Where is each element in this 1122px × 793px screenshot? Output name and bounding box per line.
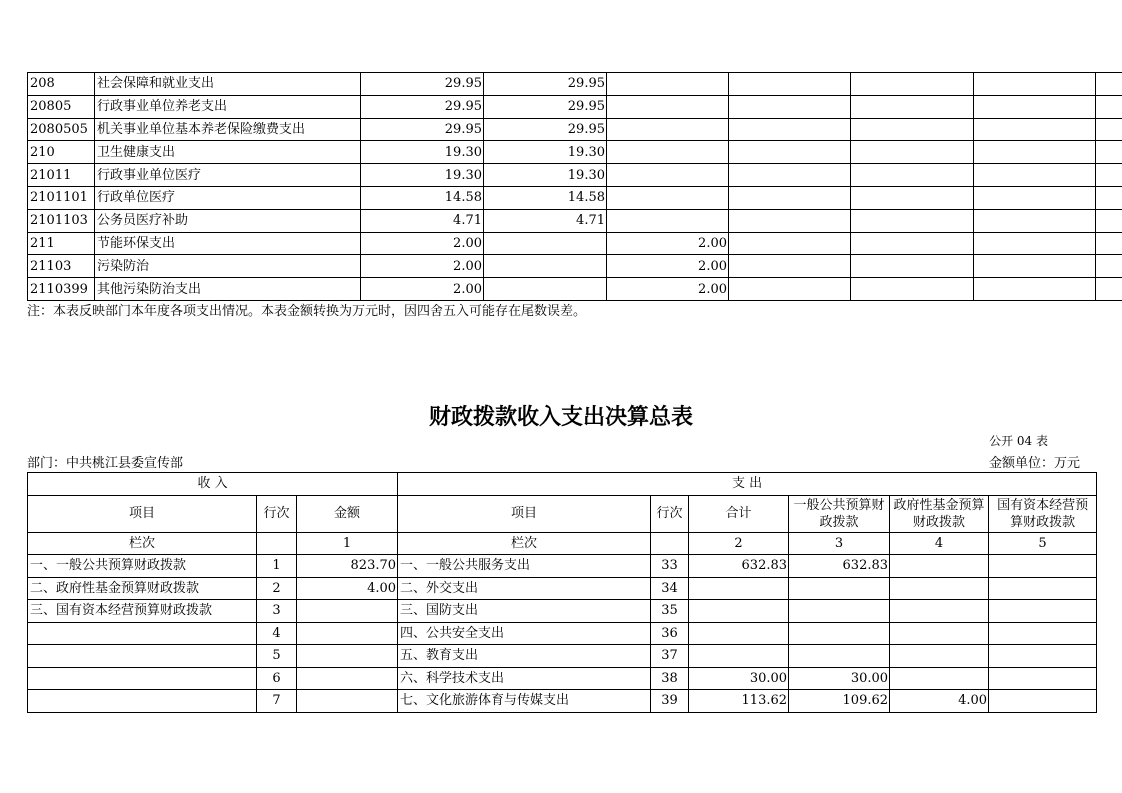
col-index-amount: 1 [297, 532, 398, 555]
row-empty [974, 95, 1096, 118]
income-item [28, 667, 257, 690]
income-amount [297, 622, 398, 645]
summary-row [28, 645, 1097, 668]
row-empty [1096, 95, 1122, 118]
income-amount: 823.70 [297, 555, 398, 578]
expense-general: 109.62 [789, 690, 890, 713]
income-item [28, 645, 257, 668]
header-row-no: 行次 [257, 495, 297, 532]
row-total: 2.00 [361, 278, 484, 301]
expense-total [689, 645, 789, 668]
income-header: 收 入 [28, 473, 398, 496]
col-index-state-capital: 5 [989, 532, 1097, 555]
expense-item: 五、教育支出 [398, 645, 651, 668]
row-code: 210 [28, 141, 95, 164]
row-empty [851, 73, 974, 96]
income-amount [297, 667, 398, 690]
row-name: 污染防治 [95, 255, 361, 278]
row-code: 208 [28, 73, 95, 96]
expense-total [689, 577, 789, 600]
expense-total [689, 600, 789, 623]
table-row [28, 164, 1122, 187]
row-project [607, 95, 729, 118]
row-empty [729, 255, 851, 278]
expense-item: 四、公共安全支出 [398, 622, 651, 645]
row-project [607, 164, 729, 187]
expense-fund [890, 600, 989, 623]
row-empty [1096, 141, 1122, 164]
expense-row-no: 35 [651, 600, 689, 623]
expense-item: 六、科学技术支出 [398, 667, 651, 690]
row-total: 19.30 [361, 164, 484, 187]
row-name: 行政事业单位医疗 [95, 164, 361, 187]
row-total: 4.71 [361, 209, 484, 232]
row-basic: 19.30 [484, 164, 607, 187]
row-empty [974, 255, 1096, 278]
row-empty [974, 186, 1096, 209]
income-row-no: 3 [257, 600, 297, 623]
expense-state-capital [989, 577, 1097, 600]
row-code: 2110399 [28, 278, 95, 301]
col-index-label: 栏次 [28, 532, 257, 555]
row-code: 2101103 [28, 209, 95, 232]
row-project: 2.00 [607, 232, 729, 255]
expense-row-no: 36 [651, 622, 689, 645]
income-row-no: 2 [257, 577, 297, 600]
expense-row-no: 39 [651, 690, 689, 713]
row-code: 21011 [28, 164, 95, 187]
row-empty [1096, 118, 1122, 141]
summary-row [28, 600, 1097, 623]
summary-row [28, 577, 1097, 600]
amount-unit-label: 金额单位：万元 [988, 456, 1080, 471]
row-total: 2.00 [361, 232, 484, 255]
table-row [28, 278, 1122, 301]
row-code: 211 [28, 232, 95, 255]
row-empty [1096, 186, 1122, 209]
page-title: 财政拨款收入支出决算总表 [428, 404, 693, 430]
expense-general [789, 645, 890, 668]
income-item [28, 622, 257, 645]
row-total: 29.95 [361, 73, 484, 96]
row-empty [729, 95, 851, 118]
row-empty [729, 164, 851, 187]
summary-row [28, 690, 1097, 713]
row-empty [851, 209, 974, 232]
row-empty [974, 209, 1096, 232]
summary-row [28, 622, 1097, 645]
form-code: 公开 04 表 [989, 434, 1048, 448]
expense-item: 三、国防支出 [398, 600, 651, 623]
row-project: 2.00 [607, 278, 729, 301]
income-row-no: 7 [257, 690, 297, 713]
row-code: 2101101 [28, 186, 95, 209]
income-item [28, 690, 257, 713]
row-empty [729, 209, 851, 232]
table-note: 注：本表反映部门本年度各项支出情况。本表金额转换为万元时，因四舍五入可能存在尾数误差。 [27, 304, 587, 319]
header-row-no-expense: 行次 [651, 495, 689, 532]
row-project [607, 209, 729, 232]
expense-state-capital [989, 600, 1097, 623]
row-name: 社会保障和就业支出 [95, 73, 361, 96]
expense-header: 支 出 [398, 473, 1097, 496]
col-index-empty [257, 532, 297, 555]
summary-table [27, 472, 1097, 713]
row-total: 19.30 [361, 141, 484, 164]
expense-fund [890, 645, 989, 668]
table-row [28, 95, 1122, 118]
row-name: 行政单位医疗 [95, 186, 361, 209]
row-basic: 29.95 [484, 95, 607, 118]
expense-fund [890, 667, 989, 690]
expense-fund: 4.00 [890, 690, 989, 713]
expense-fund [890, 622, 989, 645]
row-project [607, 141, 729, 164]
income-amount: 4.00 [297, 577, 398, 600]
table-row [28, 209, 1122, 232]
table-row [28, 186, 1122, 209]
table-row [28, 232, 1122, 255]
expense-total [689, 622, 789, 645]
row-empty [851, 186, 974, 209]
expense-fund [890, 555, 989, 578]
income-amount [297, 600, 398, 623]
row-empty [1096, 278, 1122, 301]
col-index-fund: 4 [890, 532, 989, 555]
expense-item: 二、外交支出 [398, 577, 651, 600]
expense-general [789, 577, 890, 600]
summary-row [28, 667, 1097, 690]
row-name: 卫生健康支出 [95, 141, 361, 164]
table-row [28, 73, 1122, 96]
col-index-total: 2 [689, 532, 789, 555]
table-row [28, 255, 1122, 278]
row-empty [851, 95, 974, 118]
row-empty [1096, 255, 1122, 278]
expense-state-capital [989, 645, 1097, 668]
row-basic: 19.30 [484, 141, 607, 164]
header-item: 项目 [28, 495, 257, 532]
row-empty [1096, 209, 1122, 232]
header-total: 合计 [689, 495, 789, 532]
income-row-no: 6 [257, 667, 297, 690]
table-row [28, 141, 1122, 164]
row-project [607, 186, 729, 209]
col-index-label-expense: 栏次 [398, 532, 651, 555]
row-empty [851, 118, 974, 141]
row-empty [974, 141, 1096, 164]
row-empty [729, 278, 851, 301]
row-empty [729, 232, 851, 255]
expense-general: 632.83 [789, 555, 890, 578]
expense-state-capital [989, 667, 1097, 690]
row-basic [484, 255, 607, 278]
header-item-expense: 项目 [398, 495, 651, 532]
row-empty [851, 164, 974, 187]
income-row-no: 5 [257, 645, 297, 668]
row-empty [1096, 164, 1122, 187]
col-index-empty-expense [651, 532, 689, 555]
row-empty [729, 73, 851, 96]
expense-state-capital [989, 690, 1097, 713]
row-total: 14.58 [361, 186, 484, 209]
expense-total: 632.83 [689, 555, 789, 578]
row-basic [484, 278, 607, 301]
row-total: 29.95 [361, 95, 484, 118]
row-project [607, 73, 729, 96]
row-empty [729, 118, 851, 141]
row-empty [729, 141, 851, 164]
income-item: 三、国有资本经营预算财政拨款 [28, 600, 257, 623]
row-project: 2.00 [607, 255, 729, 278]
row-basic: 29.95 [484, 118, 607, 141]
income-item: 一、一般公共预算财政拨款 [28, 555, 257, 578]
row-empty [851, 232, 974, 255]
row-name: 公务员医疗补助 [95, 209, 361, 232]
expense-total: 113.62 [689, 690, 789, 713]
expense-row-no: 33 [651, 555, 689, 578]
row-project [607, 118, 729, 141]
col-index-general: 3 [789, 532, 890, 555]
row-basic: 29.95 [484, 73, 607, 96]
header-state-capital-budget: 国有资本经营预算财政拨款 [989, 495, 1097, 532]
expenditure-detail-table [27, 72, 1122, 301]
expense-item: 七、文化旅游体育与传媒支出 [398, 690, 651, 713]
row-empty [974, 232, 1096, 255]
row-name: 行政事业单位养老支出 [95, 95, 361, 118]
row-empty [974, 164, 1096, 187]
expense-row-no: 38 [651, 667, 689, 690]
row-basic: 4.71 [484, 209, 607, 232]
row-empty [974, 73, 1096, 96]
income-amount [297, 690, 398, 713]
header-general-budget: 一般公共预算财政拨款 [789, 495, 890, 532]
header-amount: 金额 [297, 495, 398, 532]
header-fund-budget: 政府性基金预算财政拨款 [890, 495, 989, 532]
income-row-no: 4 [257, 622, 297, 645]
row-empty [851, 255, 974, 278]
row-name: 其他污染防治支出 [95, 278, 361, 301]
department-label: 部门：中共桃江县委宣传部 [27, 456, 184, 471]
row-empty [974, 278, 1096, 301]
expense-general [789, 600, 890, 623]
income-row-no: 1 [257, 555, 297, 578]
row-empty [729, 186, 851, 209]
row-name: 机关事业单位基本养老保险缴费支出 [95, 118, 361, 141]
expense-item: 一、一般公共服务支出 [398, 555, 651, 578]
row-total: 2.00 [361, 255, 484, 278]
row-code: 20805 [28, 95, 95, 118]
table-row [28, 118, 1122, 141]
row-code: 21103 [28, 255, 95, 278]
row-empty [851, 141, 974, 164]
row-empty [974, 118, 1096, 141]
row-code: 2080505 [28, 118, 95, 141]
row-empty [851, 278, 974, 301]
expense-row-no: 37 [651, 645, 689, 668]
row-basic: 14.58 [484, 186, 607, 209]
expense-general [789, 622, 890, 645]
row-name: 节能环保支出 [95, 232, 361, 255]
row-empty [1096, 232, 1122, 255]
summary-row [28, 555, 1097, 578]
row-empty [1096, 73, 1122, 96]
expense-total: 30.00 [689, 667, 789, 690]
expense-fund [890, 577, 989, 600]
row-total: 29.95 [361, 118, 484, 141]
income-item: 二、政府性基金预算财政拨款 [28, 577, 257, 600]
expense-state-capital [989, 622, 1097, 645]
expense-row-no: 34 [651, 577, 689, 600]
row-basic [484, 232, 607, 255]
expense-state-capital [989, 555, 1097, 578]
expense-general: 30.00 [789, 667, 890, 690]
income-amount [297, 645, 398, 668]
